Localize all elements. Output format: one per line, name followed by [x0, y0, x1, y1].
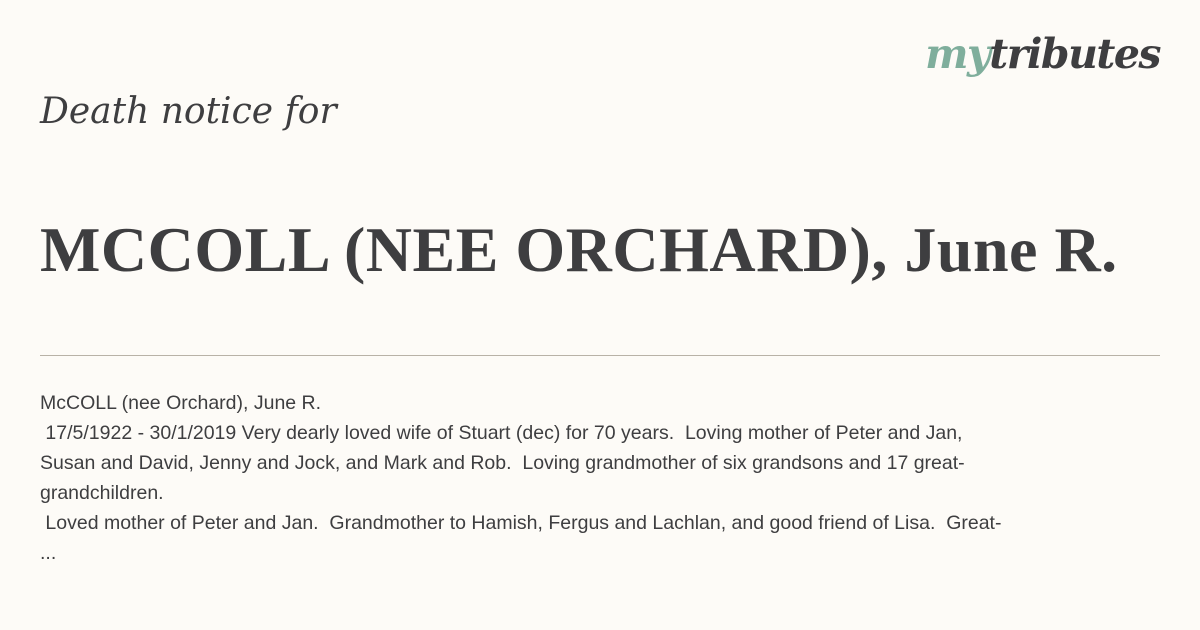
notice-line: Loved mother of Peter and Jan. Grandmother to Hamish, Fergus and Lachlan, and good friend of Lisa. Great-	[40, 512, 1002, 534]
notice-line: Susan and David, Jenny and Jock, and Mark and Rob. Loving grandmother of six grandsons and 17 great-	[40, 452, 965, 474]
mytributes-logo[interactable]	[925, 30, 1160, 78]
logo-suffix: tributes	[989, 30, 1160, 78]
notice-ellipsis: ...	[40, 542, 57, 564]
notice-line: grandchildren.	[40, 482, 164, 504]
page-subtitle: Death notice for	[40, 91, 337, 132]
logo-prefix: my	[925, 30, 990, 78]
deceased-name: MCCOLL (NEE ORCHARD), June R.	[40, 214, 1118, 285]
divider	[40, 355, 1160, 356]
notice-text	[40, 388, 1160, 568]
notice-line: McCOLL (nee Orchard), June R.	[40, 392, 322, 414]
notice-line: 17/5/1922 - 30/1/2019 Very dearly loved wife of Stuart (dec) for 70 years. Loving mother of Peter and Jan,	[40, 422, 963, 444]
